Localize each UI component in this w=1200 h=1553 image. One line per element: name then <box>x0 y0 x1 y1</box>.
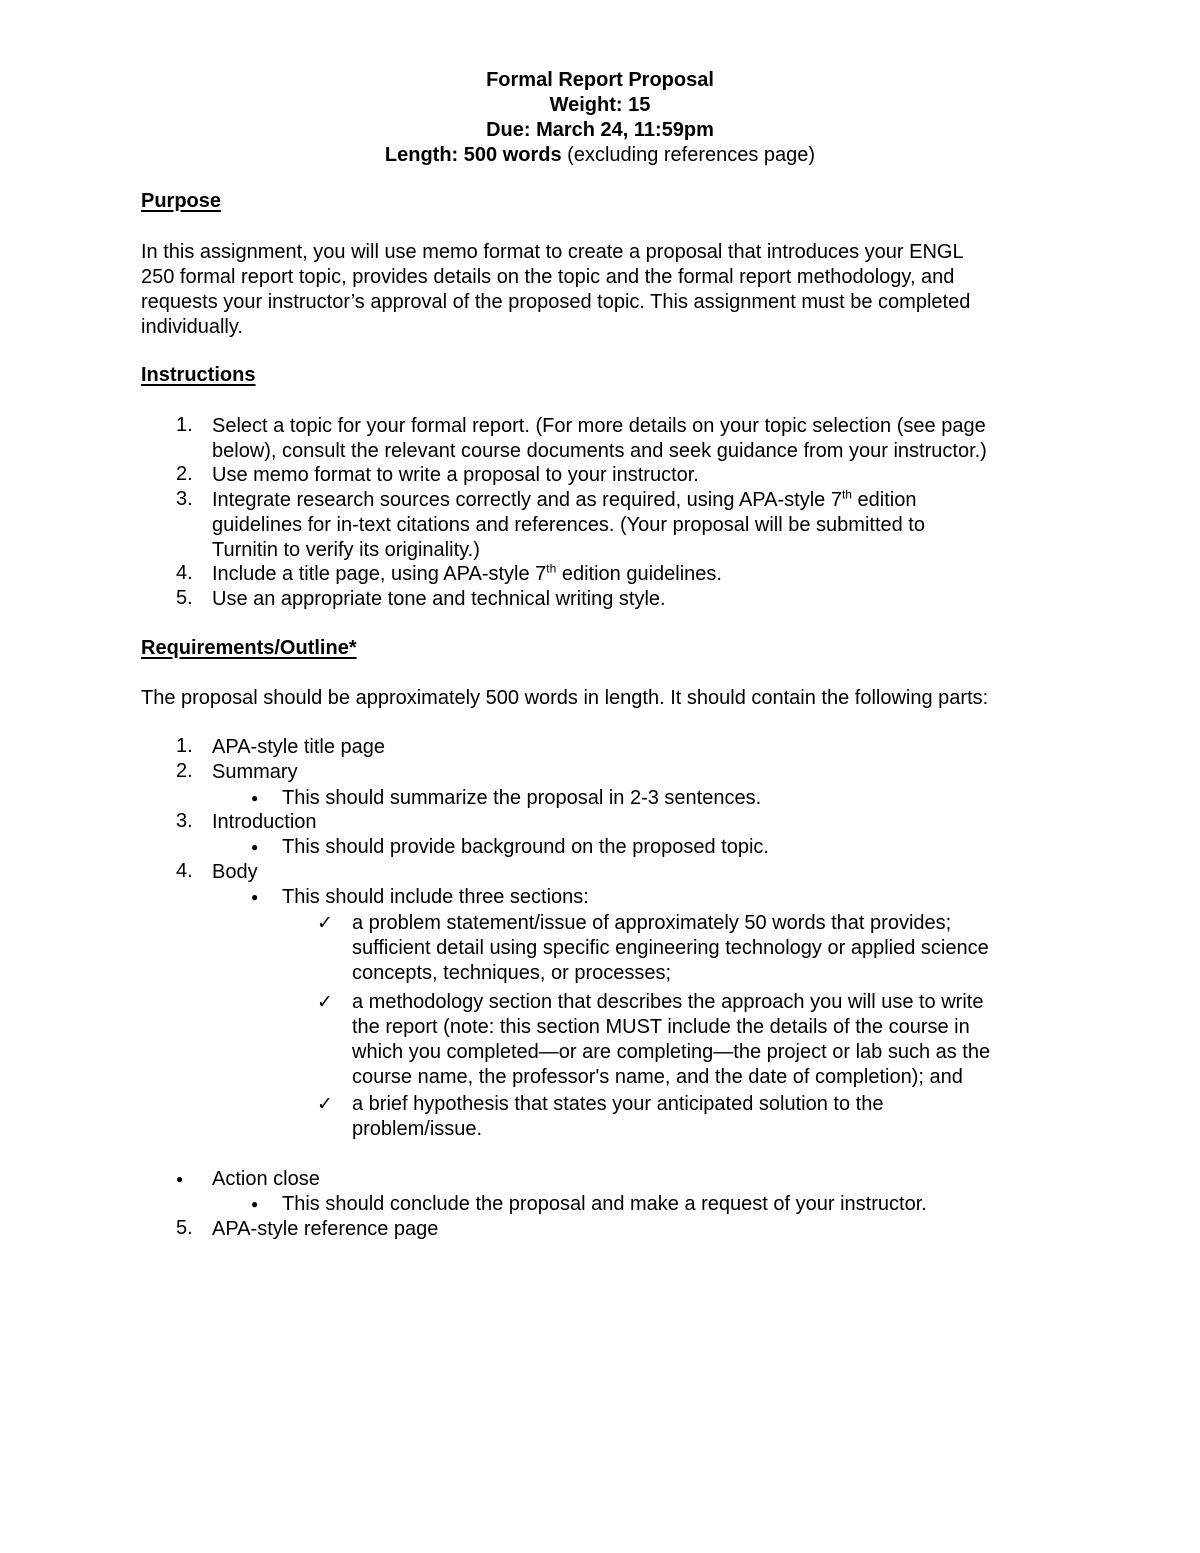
text-run: edition guidelines. <box>556 563 722 585</box>
weight-line: Weight: 15 <box>549 94 651 116</box>
list-item: APA-style title page <box>212 736 386 758</box>
document-header <box>0 68 1200 168</box>
list-item-line: guidelines for in-text citations and references. (Your proposal will be submitted to <box>212 514 925 536</box>
list-item: APA-style reference page <box>212 1218 439 1240</box>
check-item <box>352 990 1072 1090</box>
list-item <box>212 587 1072 612</box>
list-item-line <box>212 488 1072 513</box>
list-item <box>212 488 1072 563</box>
document-title: Formal Report Proposal <box>486 69 714 91</box>
list-item: Summary <box>212 761 298 783</box>
text-run: edition <box>851 489 917 511</box>
check-item-line: the report (note: this section MUST include the details of the course in <box>352 1016 970 1038</box>
purpose-line: 250 formal report topic, provides details on the topic and the formal report methodology, and <box>141 266 955 288</box>
purpose-line: individually. <box>141 316 243 338</box>
sub-list-item: This should provide background on the proposed topic. <box>282 836 769 858</box>
sub-list-item: This should summarize the proposal in 2-3 sentences. <box>282 787 762 809</box>
bullet-icon: ● <box>251 840 259 854</box>
checkmark-icon: ✓ <box>317 1093 333 1115</box>
check-item-line: problem/issue. <box>352 1118 483 1140</box>
requirements-intro: The proposal should be approximately 500 words in length. It should contain the following parts: <box>141 687 989 709</box>
check-item-line: course name, the professor's name, and the date of completion); and <box>352 1066 963 1088</box>
sub-list-item: This should include three sections: <box>282 886 589 908</box>
text-run: Integrate research sources correctly and as required, using APA-style 7 <box>212 489 842 511</box>
list-item-line: below), consult the relevant course documents and seek guidance from your instructor.) <box>212 440 987 462</box>
list-item-line: Turnitin to verify its originality.) <box>212 539 480 561</box>
check-item-line: a brief hypothesis that states your anticipated solution to the <box>352 1093 884 1115</box>
list-item <box>212 562 1072 587</box>
sub-list-item: This should conclude the proposal and make a request of your instructor. <box>282 1193 927 1215</box>
due-line: Due: March 24, 11:59pm <box>486 119 714 141</box>
list-item-line: Select a topic for your formal report. (For more details on your topic selection (see page <box>212 415 986 437</box>
length-line <box>0 143 1200 168</box>
list-number: 5. <box>176 587 193 609</box>
list-item: Action close <box>212 1168 320 1190</box>
list-item: Introduction <box>212 811 317 833</box>
checkmark-icon: ✓ <box>317 991 333 1013</box>
list-item-line <box>212 562 1072 587</box>
list-number: 4. <box>176 860 193 882</box>
list-item: Body <box>212 861 258 883</box>
purpose-paragraph <box>141 240 1066 340</box>
list-number: 1. <box>176 414 193 436</box>
check-item <box>352 911 1072 986</box>
list-item-line: Use an appropriate tone and technical writing style. <box>212 588 666 610</box>
list-item <box>212 414 1072 464</box>
list-item <box>212 463 1072 488</box>
requirements-heading: Requirements/Outline* <box>141 637 357 659</box>
check-item-line: a problem statement/issue of approximately 50 words that provides; <box>352 912 952 934</box>
check-item-line: sufficient detail using specific engineering technology or applied science <box>352 937 989 959</box>
length-label: Length: 500 words <box>384 144 562 166</box>
check-item-line: concepts, techniques, or processes; <box>352 962 672 984</box>
list-number: 4. <box>176 562 193 584</box>
text-run: Include a title page, using APA-style 7 <box>212 563 547 585</box>
list-number: 1. <box>176 735 193 757</box>
list-number: 2. <box>176 463 193 485</box>
purpose-line: In this assignment, you will use memo format to create a proposal that introduces your ENGL <box>141 241 964 263</box>
purpose-heading: Purpose <box>141 190 222 212</box>
bullet-icon: ● <box>251 890 259 904</box>
list-number: 2. <box>176 760 193 782</box>
length-note: (excluding references page) <box>561 144 816 166</box>
check-item <box>352 1092 1072 1142</box>
check-item-line: a methodology section that describes the approach you will use to write <box>352 991 984 1013</box>
list-number: 3. <box>176 488 193 510</box>
check-item-line: which you completed—or are completing—the project or lab such as the <box>352 1041 991 1063</box>
purpose-line: requests your instructor’s approval of the proposed topic. This assignment must be completed <box>141 291 971 313</box>
bullet-icon: ● <box>176 1172 184 1186</box>
instructions-heading: Instructions <box>141 364 256 386</box>
superscript: th <box>841 487 852 502</box>
bullet-icon: ● <box>251 1197 259 1211</box>
checkmark-icon: ✓ <box>317 912 333 934</box>
list-item-line: Use memo format to write a proposal to your instructor. <box>212 464 699 486</box>
superscript: th <box>546 561 557 576</box>
list-number: 3. <box>176 810 193 832</box>
bullet-icon: ● <box>251 791 259 805</box>
list-number: 5. <box>176 1217 193 1239</box>
